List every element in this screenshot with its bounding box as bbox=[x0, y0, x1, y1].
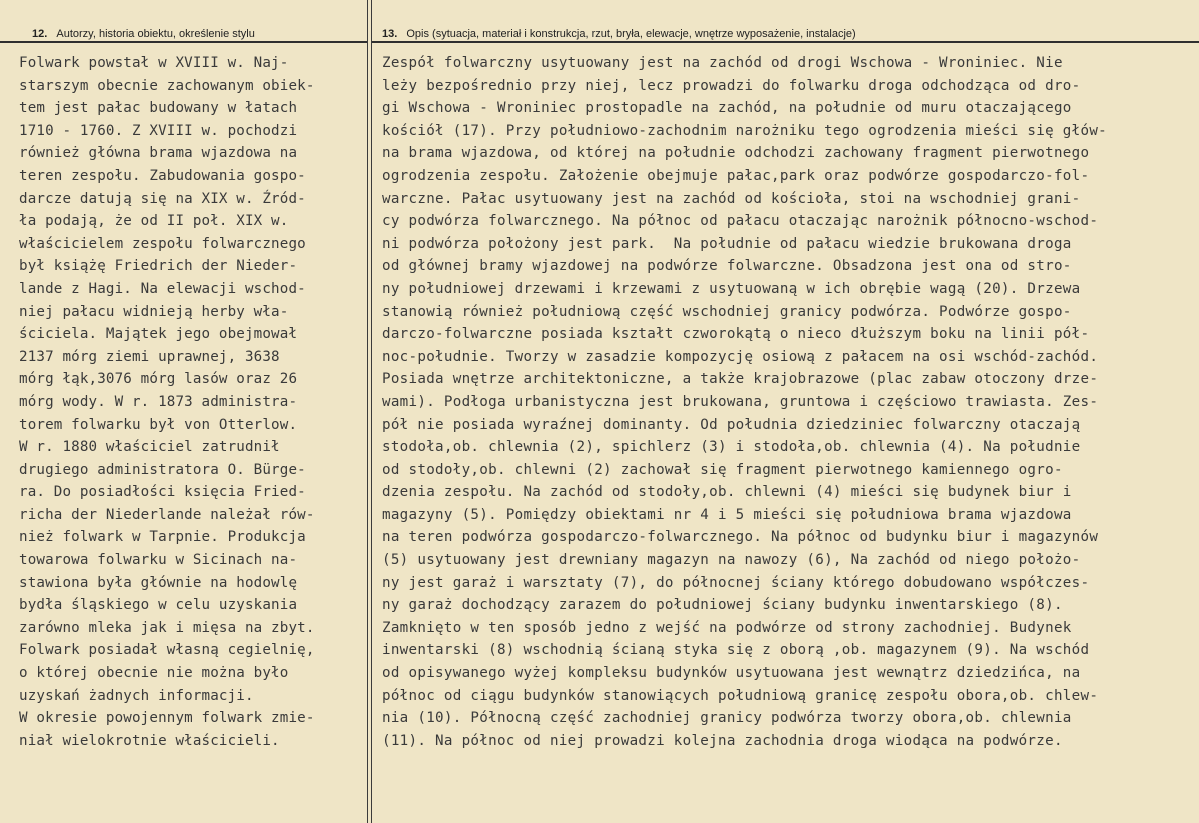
text-line: (5) usytuowany jest drewniany magazyn na nawozy (6), Na zachód od niego położo- bbox=[382, 552, 1081, 569]
text-line: torem folwarku był von Otterlow. bbox=[19, 416, 298, 433]
text-line: Zamknięto w ten sposób jedno z wejść na podwórze od strony zachodniej. Budynek bbox=[382, 619, 1072, 636]
text-line: inwentarski (8) wschodnią ścianą styka się z oborą ,ob. magazynem (9). Na wschód bbox=[382, 642, 1090, 659]
text-line: nia (10). Północną część zachodniej granicy podwórza tworzy obora,ob. chlewnia bbox=[382, 710, 1072, 727]
text-line: darcze datują się na XIX w. Źród- bbox=[19, 190, 306, 207]
text-line: na brama wjazdowa, od której na południe odchodzi zachowany fragment pierwotnego bbox=[382, 145, 1090, 162]
text-line: od opisywanego wyżej kompleksu budynków usytuowana jest wewnątrz dziedzińca, na bbox=[382, 665, 1081, 682]
text-line: zarówno mleka jak i mięsa na zbyt. bbox=[19, 619, 315, 636]
text-line: 2137 mórg ziemi uprawnej, 3638 bbox=[19, 348, 280, 365]
text-line: stanowią również południową część wschodniej granicy podwórza. Podwórze gospo- bbox=[382, 303, 1072, 320]
text-line: drugiego administratora O. Bürge- bbox=[19, 461, 306, 478]
section-12-body bbox=[0, 43, 367, 752]
text-line: bydła śląskiego w celu uzyskania bbox=[19, 597, 298, 614]
text-line: właścicielem zespołu folwarcznego bbox=[19, 235, 306, 252]
section-12-column bbox=[0, 0, 368, 823]
section-12-header bbox=[0, 0, 367, 43]
section-13-number: 13. bbox=[382, 28, 398, 40]
text-line: Folwark powstał w XVIII w. Naj- bbox=[19, 55, 289, 71]
text-line: warczne. Pałac usytuowany jest na zachód od kościoła, stoi na wschodniej grani- bbox=[382, 190, 1081, 207]
text-line: ogrodzenia zespołu. Założenie obejmuje pałac,park oraz podwórze gospodarczo-fol- bbox=[382, 167, 1090, 184]
text-line: richa der Niederlande należał rów- bbox=[19, 506, 315, 523]
text-line: W r. 1880 właściciel zatrudnił bbox=[19, 439, 280, 456]
text-line: Posiada wnętrze architektoniczne, a także krajobrazowe (plac zabaw otoczony drze- bbox=[382, 371, 1099, 388]
section-13-title: Opis (sytuacja, materiał i konstrukcja, rzut, bryła, elewacje, wnętrze wyposażenie, instalacje) bbox=[406, 28, 856, 40]
text-line: mórg wody. W r. 1873 administra- bbox=[19, 393, 298, 410]
text-line: stawiona była głównie na hodowlę bbox=[19, 574, 298, 591]
text-line: W okresie powojennym folwark zmie- bbox=[19, 710, 315, 727]
text-line: ni podwórza położony jest park. Na południe od pałacu wiedzie brukowana droga bbox=[382, 235, 1072, 252]
text-line: niej pałacu widnieją herby wła- bbox=[19, 303, 289, 320]
text-line: darczo-folwarczne posiada kształt czworokątą o nieco dłuższym boku na linii pół- bbox=[382, 326, 1090, 343]
text-line: ny południowej drzewami i krzewami z usytuowaną w ich obrębie wagą (20). Drzewa bbox=[382, 280, 1081, 297]
text-line: o której obecnie nie można było bbox=[19, 665, 289, 682]
text-line: (11). Na północ od niej prowadzi kolejna zachodnia droga wiodąca na podwórze. bbox=[382, 732, 1063, 749]
text-line: ła podają, że od II poł. XIX w. bbox=[19, 213, 289, 230]
text-line: cy podwórza folwarcznego. Na północ od pałacu otaczając narożnik północno-wschod- bbox=[382, 213, 1099, 230]
text-line: ny garaż dochodzący zarazem do południowej ściany budynku inwentarskiego (8). bbox=[382, 597, 1063, 614]
text-line: stodoła,ob. chlewnia (2), spichlerz (3) i stodoła,ob. chlewnia (4). Na południe bbox=[382, 439, 1081, 456]
text-line: wami). Podłoga urbanistyczna jest brukowana, gruntowa i częściowo trawiasta. Zes- bbox=[382, 393, 1099, 410]
section-13-body bbox=[372, 43, 1199, 752]
text-line: leży bezpośrednio przy niej, lecz prowadzi do folwarku droga odchodząca od dro- bbox=[382, 77, 1081, 94]
text-line: od głównej bramy wjazdowej na podwórze folwarczne. Obsadzona jest ona od stro- bbox=[382, 258, 1072, 275]
text-line: tem jest pałac budowany w łatach bbox=[19, 100, 298, 117]
text-line: 1710 - 1760. Z XVIII w. pochodzi bbox=[19, 122, 298, 139]
text-line: Zespół folwarczny usytuowany jest na zachód od drogi Wschowa - Wroniniec. Nie bbox=[382, 55, 1063, 71]
text-line: uzyskań żadnych informacji. bbox=[19, 687, 254, 704]
section-12-number: 12. bbox=[32, 28, 48, 40]
text-line: niał wielokrotnie właścicieli. bbox=[19, 732, 280, 749]
text-line: Folwark posiadał własną cegielnię, bbox=[19, 642, 315, 659]
section-13-header bbox=[372, 0, 1199, 43]
text-line: od stodoły,ob. chlewni (2) zachował się fragment pierwotnego kamiennego ogro- bbox=[382, 461, 1063, 478]
text-line: noc-południe. Tworzy w zasadzie kompozycję osiową z pałacem na osi wschód-zachód. bbox=[382, 348, 1099, 365]
text-line: teren zespołu. Zabudowania gospo- bbox=[19, 167, 306, 184]
text-line: ny jest garaż i warsztaty (7), do północnej ściany którego dobudowano współczes- bbox=[382, 574, 1090, 591]
text-line: północ od ciągu budynków stanowiących południową granicę zespołu obora,ob. chlew- bbox=[382, 687, 1099, 704]
text-line: gi Wschowa - Wroniniec prostopadle na zachód, na południe od muru otaczającego bbox=[382, 100, 1072, 117]
section-13-column bbox=[371, 0, 1199, 823]
text-line: nież folwark w Tarpnie. Produkcja bbox=[19, 529, 306, 546]
text-line: towarowa folwarku w Sicinach na- bbox=[19, 552, 298, 569]
text-line: starszym obecnie zachowanym obiek- bbox=[19, 77, 315, 94]
text-line: również główna brama wjazdowa na bbox=[19, 145, 298, 162]
text-line: mórg łąk,3076 mórg lasów oraz 26 bbox=[19, 371, 298, 388]
text-line: pół nie posiada wyraźnej dominanty. Od południa dziedziniec folwarczny otaczają bbox=[382, 416, 1081, 433]
text-line: dzenia zespołu. Na zachód od stodoły,ob. chlewni (4) mieści się budynek biur i bbox=[382, 484, 1072, 501]
text-line: magazyny (5). Pomiędzy obiektami nr 4 i 5 mieści się południowa brama wjazdowa bbox=[382, 506, 1072, 523]
text-line: ściciela. Majątek jego obejmował bbox=[19, 326, 298, 343]
text-line: lande z Hagi. Na elewacji wschod- bbox=[19, 280, 306, 297]
text-line: był książę Friedrich der Nieder- bbox=[19, 258, 298, 275]
text-line: na teren podwórza gospodarczo-folwarcznego. Na północ od budynku biur i magazynów bbox=[382, 529, 1099, 546]
text-line: kościół (17). Przy południowo-zachodnim narożniku tego ogrodzenia mieści się głów- bbox=[382, 122, 1108, 139]
section-12-title: Autorzy, historia obiektu, określenie stylu bbox=[56, 28, 255, 40]
text-line: ra. Do posiadłości księcia Fried- bbox=[19, 484, 306, 501]
